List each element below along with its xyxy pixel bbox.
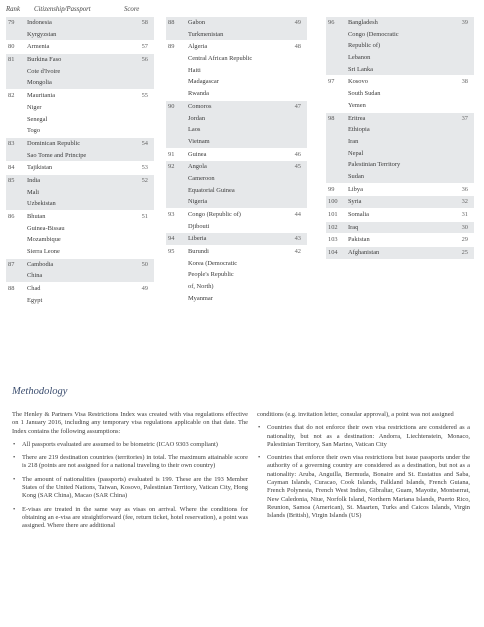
rank-group xyxy=(166,209,307,233)
score-cell: 49 xyxy=(294,19,301,26)
table-row xyxy=(166,293,307,305)
rank-group xyxy=(166,101,307,149)
country-header: Citizenship/Passport xyxy=(34,6,91,13)
country-cell: Congo (Democratic xyxy=(348,30,399,38)
rank-cell: 79 xyxy=(8,19,15,26)
rank-cell: 83 xyxy=(8,139,15,147)
country-cell: India xyxy=(27,176,41,184)
table-row xyxy=(326,184,474,196)
country-cell: Sao Tome and Principe xyxy=(27,151,87,159)
rank-cell: 93 xyxy=(168,211,175,218)
country-cell: Sierra Leone xyxy=(27,248,60,256)
score-header: Score xyxy=(124,6,140,13)
rank-group xyxy=(326,247,474,260)
rank-cell: 86 xyxy=(8,213,15,220)
country-cell: Mauritania xyxy=(27,92,56,100)
rank-group xyxy=(166,41,307,100)
table-row xyxy=(326,196,474,208)
country-cell: Chad xyxy=(27,285,41,293)
rank-group xyxy=(166,17,307,41)
rank-cell: 98 xyxy=(328,114,335,122)
table-row xyxy=(166,269,307,281)
country-cell: Somalia xyxy=(348,211,369,218)
score-cell: 48 xyxy=(294,43,301,51)
table-row xyxy=(166,29,307,41)
table-row xyxy=(6,138,154,150)
table-row xyxy=(6,54,154,66)
score-cell: 57 xyxy=(141,43,148,51)
table-row xyxy=(326,209,474,221)
score-cell: 52 xyxy=(141,176,148,184)
country-cell: Senegal xyxy=(27,115,48,123)
country-cell: Cambodia xyxy=(27,260,54,268)
score-cell: 25 xyxy=(461,249,468,257)
score-cell: 47 xyxy=(294,102,301,110)
country-cell: Republic of) xyxy=(348,42,381,50)
ranking-table-column-1 xyxy=(6,0,154,308)
table-row xyxy=(326,76,474,88)
score-cell: 36 xyxy=(461,185,468,193)
country-cell: Iran xyxy=(348,137,359,145)
table-row xyxy=(326,234,474,246)
rank-cell: 102 xyxy=(328,223,338,231)
rank-group xyxy=(6,162,154,175)
country-cell: Congo (Republic of) xyxy=(188,211,241,218)
country-cell: Sudan xyxy=(348,172,364,180)
rank-group xyxy=(326,17,474,76)
score-cell: 38 xyxy=(461,78,468,86)
rank-group xyxy=(6,175,154,211)
rank-group xyxy=(6,211,154,259)
rank-cell: 84 xyxy=(8,164,15,172)
rank-cell: 104 xyxy=(328,249,338,257)
rank-cell: 88 xyxy=(8,285,15,293)
table-row xyxy=(166,246,307,258)
rank-group xyxy=(326,196,474,209)
table-row xyxy=(166,221,307,233)
table-row xyxy=(326,64,474,76)
country-cell: Bhutan xyxy=(27,213,46,220)
rank-group xyxy=(6,90,154,138)
rank-cell: 94 xyxy=(168,235,175,243)
table-row xyxy=(6,283,154,295)
methodology-bullet: • Countries that do not enforce their own visa restrictions are considered as a nationality, but not as a destination: Andorra, Liechtenstein, Monaco, Palestinian Territory, San Marino, Vatican City xyxy=(257,424,470,449)
country-cell: Sri Lanka xyxy=(348,65,374,73)
table-row xyxy=(166,185,307,197)
country-cell: Uzbekistan xyxy=(27,200,56,208)
rank-cell: 103 xyxy=(328,236,338,244)
rank-cell: 99 xyxy=(328,185,335,193)
table-row xyxy=(326,136,474,148)
rank-group xyxy=(326,113,474,184)
score-cell: 43 xyxy=(294,235,301,243)
rank-cell: 92 xyxy=(168,163,175,171)
country-cell: Syria xyxy=(348,198,362,206)
table-row xyxy=(166,88,307,100)
country-cell: Indonesia xyxy=(27,19,52,26)
country-cell: Kyrgyzstan xyxy=(27,30,57,38)
score-cell: 44 xyxy=(294,211,301,218)
country-cell: Liberia xyxy=(188,235,207,243)
country-cell: Guinea-Bissau xyxy=(27,224,65,232)
country-cell: Comoros xyxy=(188,102,212,110)
rank-group xyxy=(6,54,154,90)
country-cell: Djibouti xyxy=(188,222,210,230)
country-cell: Yemen xyxy=(348,101,366,109)
country-cell: Togo xyxy=(27,127,41,135)
table-row xyxy=(326,247,474,259)
table-row xyxy=(166,173,307,185)
country-cell: Gabon xyxy=(188,19,206,26)
country-cell: Korea (Democratic xyxy=(188,259,238,267)
rank-group xyxy=(326,184,474,197)
table-row xyxy=(326,222,474,234)
table-row xyxy=(6,66,154,78)
country-cell: Kosovo xyxy=(348,78,368,86)
score-cell: 53 xyxy=(141,164,148,172)
rank-cell: 96 xyxy=(328,19,335,26)
country-cell: Central African Republic xyxy=(188,55,253,63)
rank-group xyxy=(326,76,474,112)
rank-group xyxy=(166,161,307,209)
table-row xyxy=(166,281,307,293)
table-row xyxy=(6,150,154,162)
country-cell: Burundi xyxy=(188,248,209,256)
rank-group xyxy=(166,246,307,305)
table-row xyxy=(326,17,474,29)
score-cell: 32 xyxy=(461,198,468,206)
table-row xyxy=(6,162,154,174)
rank-cell: 89 xyxy=(168,43,175,51)
rank-group xyxy=(166,149,307,162)
rank-cell: 95 xyxy=(168,248,175,256)
table-row xyxy=(166,149,307,161)
score-cell: 51 xyxy=(141,213,148,220)
country-cell: Haiti xyxy=(188,66,201,74)
table-row xyxy=(6,259,154,271)
country-cell: Lebanon xyxy=(348,54,371,62)
methodology-bullet: • All passports evaluated are assumed to be biometric (ICAO 9303 compliant) xyxy=(12,441,248,449)
table-row xyxy=(6,175,154,187)
table-row xyxy=(6,234,154,246)
table-row xyxy=(6,29,154,41)
country-cell: Mozambique xyxy=(27,236,61,244)
rank-cell: 100 xyxy=(328,198,338,206)
country-cell: Pakistan xyxy=(348,236,370,244)
country-cell: Guinea xyxy=(188,150,207,158)
rank-group xyxy=(326,222,474,235)
country-cell: Equatorial Guinea xyxy=(188,186,235,194)
country-cell: Laos xyxy=(188,126,201,134)
rank-cell: 90 xyxy=(168,102,175,110)
score-cell: 45 xyxy=(294,163,301,171)
score-cell: 46 xyxy=(294,150,301,158)
country-cell: People's Republic xyxy=(188,271,234,279)
score-cell: 37 xyxy=(461,114,468,122)
country-cell: Rwanda xyxy=(188,90,209,98)
country-cell: Iraq xyxy=(348,223,359,231)
methodology-bullet: • Countries that enforce their own visa restrictions but issue passports under the authority of a governing country are considered as a destination, but not as a nationality: Aruba, Anguilla, Bermuda, Bonaire and St. Eustatius and Saba, Cayman Islands, Curacao, Cook Islands, Falkland Islands, French Guiana, French Polynesia, French West Indies, Gibraltar, Guam, Mayotte, Montserrat, New Caledonia, Niue, Norfolk Island, Northern Mariana Islands, Puerto Rico, Reunion, Samoa (American), St. Maarten, Turks and Caicos Islands, Virgin Islands (British), Virgin Islands (US) xyxy=(257,454,470,520)
table-row xyxy=(166,258,307,270)
country-cell: Myanmar xyxy=(188,294,213,302)
methodology-bullet: • There are 219 destination countries (territories) in total. The maximum attainable score is 218 (points are not assigned for a national traveling to their own country) xyxy=(12,454,248,471)
rank-header: Rank xyxy=(6,6,20,13)
rank-group xyxy=(166,233,307,246)
rank-group xyxy=(6,138,154,162)
score-cell: 49 xyxy=(141,285,148,293)
rank-group xyxy=(6,17,154,41)
rank-cell: 80 xyxy=(8,43,15,51)
table-row xyxy=(6,17,154,29)
country-cell: Palestinian Territory xyxy=(348,161,401,169)
table-row xyxy=(166,113,307,125)
table-row xyxy=(166,196,307,208)
table-row xyxy=(166,209,307,221)
table-row xyxy=(6,102,154,114)
table-row xyxy=(166,65,307,77)
rank-cell: 91 xyxy=(168,150,175,158)
country-cell: South Sudan xyxy=(348,90,381,98)
table-row xyxy=(6,223,154,235)
rank-group xyxy=(326,209,474,222)
table-row xyxy=(326,29,474,41)
score-cell: 55 xyxy=(141,92,148,100)
table-row xyxy=(6,77,154,89)
country-cell: Cote d'Ivoire xyxy=(27,67,61,75)
table-row xyxy=(6,270,154,282)
table-header xyxy=(6,0,154,17)
table-row xyxy=(6,41,154,53)
methodology-left-column xyxy=(12,411,248,536)
table-row xyxy=(326,159,474,171)
ranking-table-column-2 xyxy=(166,17,307,306)
table-row xyxy=(326,52,474,64)
country-cell: Libya xyxy=(348,185,363,193)
rank-cell: 88 xyxy=(168,19,175,26)
country-cell: Bangladesh xyxy=(348,19,378,26)
score-cell: 54 xyxy=(141,139,148,147)
table-row xyxy=(166,161,307,173)
rank-group xyxy=(326,234,474,247)
country-cell: Burkina Faso xyxy=(27,56,62,64)
table-row xyxy=(166,136,307,148)
rank-cell: 81 xyxy=(8,56,15,64)
rank-cell: 87 xyxy=(8,260,15,268)
table-row xyxy=(166,124,307,136)
score-cell: 58 xyxy=(141,19,148,26)
rank-group xyxy=(6,41,154,54)
table-row xyxy=(6,295,154,307)
country-cell: Niger xyxy=(27,103,42,111)
rank-cell: 97 xyxy=(328,78,335,86)
score-cell: 39 xyxy=(461,19,468,26)
country-cell: Afghanistan xyxy=(348,249,380,257)
country-cell: Mongolia xyxy=(27,79,52,87)
country-cell: Angola xyxy=(188,163,207,171)
country-cell: Armenia xyxy=(27,43,50,51)
table-row xyxy=(6,198,154,210)
table-row xyxy=(166,76,307,88)
country-cell: Ethiopia xyxy=(348,126,370,134)
country-cell: Jordan xyxy=(188,114,206,122)
country-cell: Egypt xyxy=(27,296,43,304)
table-row xyxy=(326,171,474,183)
rank-cell: 82 xyxy=(8,92,15,100)
table-row xyxy=(6,114,154,126)
table-row xyxy=(326,113,474,125)
methodology-intro: The Henley & Partners Visa Restrictions Index was created with visa regulations effective on 1 January 2016, including any temporary visa regulations applicable on that date. The Index contains the following assumptions: xyxy=(12,411,248,435)
score-cell: 29 xyxy=(461,236,468,244)
table-row xyxy=(326,124,474,136)
score-cell: 31 xyxy=(461,211,468,218)
country-cell: Dominican Republic xyxy=(27,139,81,147)
score-cell: 56 xyxy=(141,56,148,64)
country-cell: Nepal xyxy=(348,149,364,157)
country-cell: Tajikistan xyxy=(27,164,53,172)
country-cell: of, North) xyxy=(188,283,214,291)
table-row xyxy=(166,233,307,245)
table-row xyxy=(6,187,154,199)
country-cell: Nigeria xyxy=(188,198,208,206)
rank-cell: 101 xyxy=(328,211,338,218)
table-row xyxy=(326,40,474,52)
methodology-bullet: • The amount of nationalities (passports) evaluated is 199. These are the 193 Member States of the United Nations, Taiwan, Kosovo, Palestinian Territory, Vatican City, Hong Kong (SAR China), Macao (SAR China) xyxy=(12,476,248,501)
country-cell: Eritrea xyxy=(348,114,366,122)
table-row xyxy=(166,41,307,53)
country-cell: Vietnam xyxy=(188,137,210,145)
ranking-table-column-3 xyxy=(326,17,474,260)
table-row xyxy=(166,17,307,29)
rank-group xyxy=(6,259,154,283)
table-row xyxy=(326,88,474,100)
methodology-bullet: • E-visas are treated in the same way as visas on arrival. Where the conditions for obtaining an e-visa are straightforward (fee, return ticket, hotel reservation), a point was assigned. Where there are additional xyxy=(12,506,248,531)
country-cell: Turkmenistan xyxy=(188,30,224,38)
table-row xyxy=(6,90,154,102)
rank-cell: 85 xyxy=(8,176,15,184)
country-cell: China xyxy=(27,272,43,280)
table-row xyxy=(326,148,474,160)
country-cell: Mali xyxy=(27,188,40,196)
score-cell: 42 xyxy=(294,248,301,256)
table-row xyxy=(6,125,154,137)
score-cell: 50 xyxy=(141,260,148,268)
country-cell: Algeria xyxy=(188,43,208,51)
rank-group xyxy=(6,283,154,307)
methodology-heading: Methodology xyxy=(12,386,68,397)
methodology-continuation: conditions (e.g. invitation letter, consular approval), a point was not assigned xyxy=(257,411,454,418)
country-cell: Cameroon xyxy=(188,174,215,182)
table-row xyxy=(166,101,307,113)
table-row xyxy=(166,53,307,65)
country-cell: Madagascar xyxy=(188,78,219,86)
table-row xyxy=(6,246,154,258)
methodology-right-column xyxy=(257,411,470,526)
table-row xyxy=(6,211,154,223)
score-cell: 30 xyxy=(461,223,468,231)
table-row xyxy=(326,100,474,112)
